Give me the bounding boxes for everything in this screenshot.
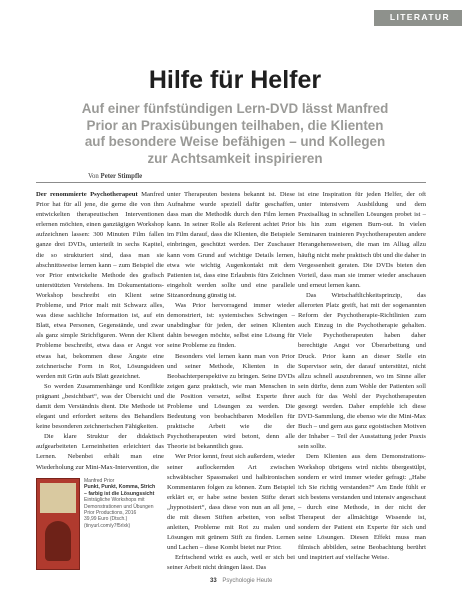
paragraph: So werden Zusammenhänge und Konflikte prägnant „besichtbart“, was der Übersicht und damit dem Verständnis dient. Die Methode ist elegant und erfordert seitens des Behandlers keine besonderen zeichnerischen Fähigkeiten. (36, 382, 164, 431)
book-info-box (36, 478, 156, 570)
paragraph: Das Wirtschaftlichkeitsprinzip, das allerorten Platz greift, hat mit der sogenannten Reform der Psychotherapie-Richtlinien zum auch Einzug in die Psychotherapie gehalten. Viele Psychotherapeuten haben daher berechtigte Angst vor Überarbeitung und Druck. Prior kann an dieser Stelle ein Supervisor sein, der darauf unterstützt, nicht allzu schnell auszubrennen, wo im Sinne aller sein dürfte, denn zum Wohle der Patienten soll auch für das Wohl der Psychotherapeuten gesorgt werden. Daher empfehle ich diese DVD-Sammlung, die ebenso wie die Mini-Max Buch – und gern aus ganz egoistischen Motiven der Inhaber – Teil der Ausstattung jeder Praxis sein sollte. (298, 291, 426, 451)
magazine-name: Psychologie Heute (222, 578, 273, 584)
page-number: 33 (210, 578, 217, 584)
page-footer (210, 578, 272, 584)
book-link: (tinyurl.com/y7f5rlxk) (84, 522, 131, 529)
top-rule (36, 182, 426, 183)
article-subhead: Auf einer fünfstündigen Lern-DVD lässt Manfred Prior an Praxisübungen teilhaben, die Klienten auf besondere Weise befähigen – und Kollegen zur Achtsamkeit inspirieren (81, 101, 389, 166)
paragraph: Dem Klienten aus dem Demonstrations-Workshop übrigens wird nichts übergestülpt, sondern er wird immer wieder gefragt: „Habe ich Sie richtig verstanden?“ Am Ende fühlt er sich bestens verstanden und intensiv angeschaut – durch eine Methode, in der nicht der Therapeut der allmächtige Wissende ist, sondern der Patient ein Experte für sich und seine Lösungen. Diesen Effekt muss man filmisch abbilden, seine Beobachtung berührt und inspiriert auf vielfache Weise. (298, 453, 426, 562)
paragraph: Erfrischend wirkt es auch, weil er sich bei seiner Arbeit nicht drängen lässt. Das (167, 554, 295, 572)
lead-in: Der renommierte Psychotherapeut (36, 191, 138, 198)
column-3 (298, 190, 426, 563)
section-label: LITERATUR (389, 12, 450, 22)
dvd-cover-image (36, 478, 80, 570)
byline-prefix: Von (88, 173, 99, 180)
cover-title-panel (40, 483, 76, 513)
book-publisher: Prior Productions, 2016 (84, 510, 137, 517)
paragraph-text: Manfred Prior hat für all jene, die gerne die von ihm entwickelten therapeutischen Interventionen erlernen möchten, einen ganztägigen Workshop aufzeichnen lassen: 300 Minuten Film fallen ganze drei DVDs, unterteilt in sechs Kapitel, die so strukturiert sind, dass man sie abschnittsweise lernen kann – zum Beispiel die vor Prior entwickelte Methode des grafisch unterstützten Verstehens. Im Dokumentations-Workshop beschreibt ein Klient seine Probleme, und Prior malt mit Schwarz alles, was diese sachliche Information ist, auf ein Blatt, etwa Personen, Gegenstände, und zwar als ganz simple Strichfiguren. Wenn der Klient Probleme beschreibt, etwa dass er Angst vor etwas hat, bekommen diese Ängste eine zeichnerische Form in Rot, Lösungsideen werden mit Grün aufs Blatt gezeichnet. (36, 191, 164, 380)
paragraph: Was Prior hervorragend immer wieder demonstriert, ist: systemisches Schwingen – unabdingbar für jeden, der seinen Klienten dahin bewegen möchte, selbst eine Lösung für seine Probleme zu finden. (167, 302, 295, 350)
paragraph: Die klare Struktur der didaktisch aufgearbeiteten Lerneinheiten erleichtert das Lernen. Nebenbei erhält man eine Wiederholung zur Mini-Max-Intervention, die (36, 433, 164, 471)
paragraph: ist eine Inspiration für jeden Helfer, der oft unter intensivem Ausbildung und dem Praxisalltag in schnellen Lösungen probet ist – bis hin zum eigenen Burn-out. In vielen Seminaren trainieren Psychotherapeuten andere Herangehensweisen, die man im Alltag allzu häufig nicht mehr praktisch übt und die daher in Vergessenheit geraten. Die DVDs bieten den Vorteil, dass man sie immer wieder anschauen und erneut lernen kann. (298, 191, 426, 289)
book-details (84, 478, 156, 529)
paragraph (36, 190, 164, 382)
book-price: 39,99 Euro (Dtsch.) (84, 516, 128, 523)
book-title: Punkt, Punkt, Komma, Strich – farbig ist die Lösungssicht (84, 484, 156, 497)
byline-author: Peter Stimpfle (100, 173, 143, 180)
article-headline: Hilfe für Helfer (148, 66, 322, 94)
paragraph: unter Therapeuten bestens bekannt ist. Diese Aufnahme wurde speziell dafür geschaffen, dass man die Methodik durch den Film lernen kann. In seiner Rolle als Referent achtet Prior im Film darauf, dass die Klienten, die Beispiele einbringen, geschützt werden. Der Zuschauer kann vom Grund auf wichtige Details lernen, etwa wie wichtig Augenkontakt mit dem Patienten ist, dass eine Erlaubnis fürs Zeichnen eingeholt werden sollte und eine parallele Sitzanordnung günstig ist. (167, 191, 295, 299)
column-1 (36, 190, 164, 473)
book-author: Manfred Prior (84, 478, 115, 484)
paragraph: Besonders viel lernen kann man von Prior und seiner Methode, Klienten in die Beobachterperspektive zu bringen. Seine DVDs zeigen ganz praktisch, wie man Menschen in die Position versetzt, selbst Experte ihrer Probleme und Lösungen zu werden. Die Bedeutung von beobachtbaren Modellen für praktische Arbeit wie die der Psychotherapeuten wird betont, denn alle Theorie ist bekanntlich grau. (167, 352, 295, 451)
section-banner (374, 10, 462, 26)
byline (88, 173, 142, 180)
paragraph: Wer Prior kennt, freut sich außerdem, wieder seiner auflockernden Art zwischen schwäbischer Spassmakei und halbironischen Kommentaren folgen zu können. Zum Beispiel erklärt er, er habe seine besten Stifte derart „hypnotisiert“, dass diese von nun an all jene, die mit diesen Stiften arbeiten, von selbst anleiten, Probleme mit Rot zu malen und Lösungen mit grünem Stift zu finden. Lernen und Lachen – diese Kombi bietet nur Prior. (167, 453, 295, 552)
column-2 (167, 190, 295, 574)
book-description: Einträgliche Workshops mit Demonstrationen und Übungen (84, 497, 154, 510)
cover-portrait (45, 521, 71, 561)
